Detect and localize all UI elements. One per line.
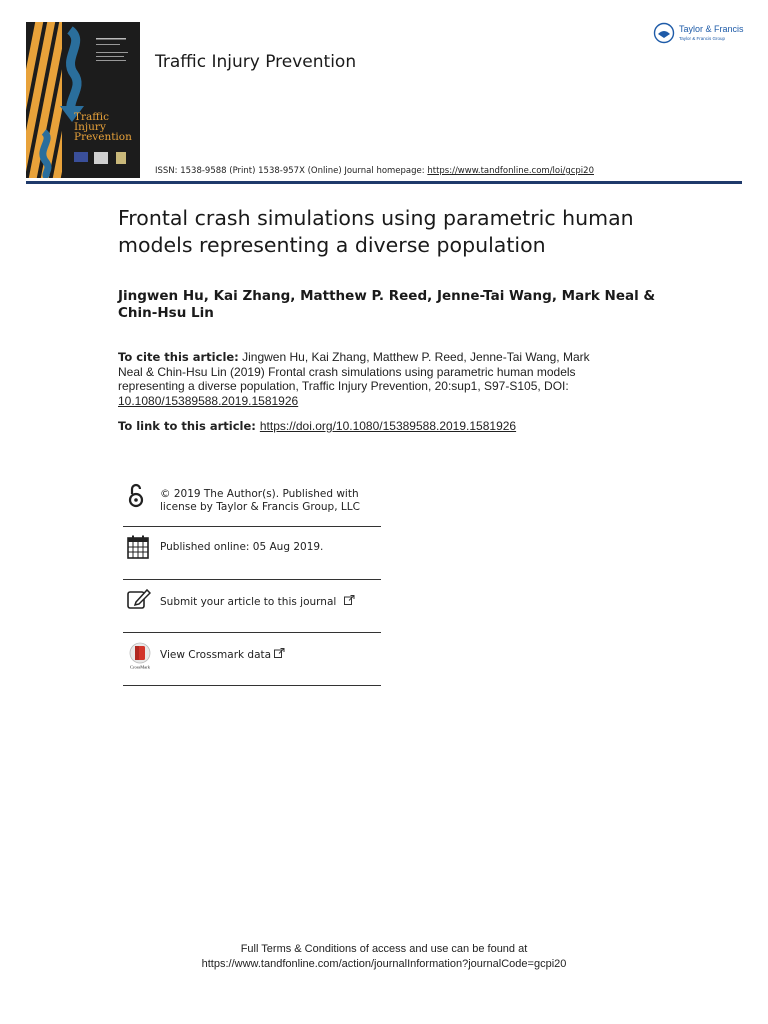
license-row [123, 478, 381, 527]
journal-cover [26, 22, 140, 178]
article-doi-link[interactable]: https://doi.org/10.1080/15389588.2019.1581926 [259, 419, 517, 433]
footer-terms-text: Full Terms & Conditions of access and use can be found at [240, 943, 528, 955]
submit-article-link[interactable] [160, 595, 375, 609]
cover-title-line: Prevention [74, 131, 132, 143]
citation-doi-link[interactable]: 10.1080/15389588.2019.1581926 [118, 393, 299, 408]
crossmark-text: View Crossmark data [160, 649, 272, 661]
calendar-icon [127, 535, 149, 559]
issn-line [155, 166, 594, 176]
citation-block [118, 350, 598, 408]
article-link-line [118, 419, 678, 433]
published-row [123, 527, 381, 580]
issn-text: ISSN: 1538-9588 (Print) 1538-957X (Online) Journal homepage: [155, 166, 428, 176]
open-access-icon [127, 483, 145, 509]
publisher-logo[interactable] [653, 22, 744, 48]
footer [0, 942, 768, 972]
cover-title-line: Injury [74, 121, 106, 133]
journal-name[interactable]: Traffic Injury Prevention [155, 52, 357, 72]
submit-row[interactable] [123, 580, 381, 633]
crossmark-icon [127, 642, 153, 670]
citation-label: To cite this article: [118, 350, 239, 364]
publisher-subtitle: Taylor & Francis Group [679, 36, 726, 41]
cover-artwork [26, 22, 140, 178]
edit-icon [127, 588, 151, 610]
submit-article-text: Submit your article to this journal [160, 596, 337, 608]
article-authors: Jingwen Hu, Kai Zhang, Matthew P. Reed, Jenne-Tai Wang, Mark Neal & Chin-Hsu Lin [118, 288, 656, 321]
external-link-icon [274, 648, 285, 658]
crossmark-row[interactable] [123, 633, 381, 686]
external-link-icon [344, 595, 355, 605]
citation-text: Jingwen Hu, Kai Zhang, Matthew P. Reed, Jenne-Tai Wang, Mark Neal & Chin-Hsu Lin (2019) Frontal crash simulations using parametric human models representing a diverse population, Traffic Injury Prevention, 20:sup1, S97-S105, DOI: [118, 350, 590, 394]
footer-terms-url[interactable]: https://www.tandfonline.com/action/journalInformation?journalCode=gcpi20 [201, 958, 567, 970]
publisher-name: Taylor & Francis [679, 24, 744, 34]
article-link-label: To link to this article: [118, 419, 260, 433]
taylor-francis-logo-icon [653, 22, 675, 44]
crossmark-link[interactable] [160, 648, 375, 662]
cover-title-line: Traffic [74, 111, 109, 123]
license-text: © 2019 The Author(s). Published with license by Taylor & Francis Group, LLC [160, 488, 360, 513]
cover-title [74, 112, 138, 142]
header-divider [26, 181, 742, 184]
journal-homepage-link[interactable]: https://www.tandfonline.com/loi/gcpi20 [427, 166, 594, 176]
crossmark-icon-label: CrossMark [130, 664, 150, 670]
published-date-text: Published online: 05 Aug 2019. [160, 541, 324, 553]
article-title: Frontal crash simulations using parametric human models representing a diverse population [118, 206, 634, 257]
